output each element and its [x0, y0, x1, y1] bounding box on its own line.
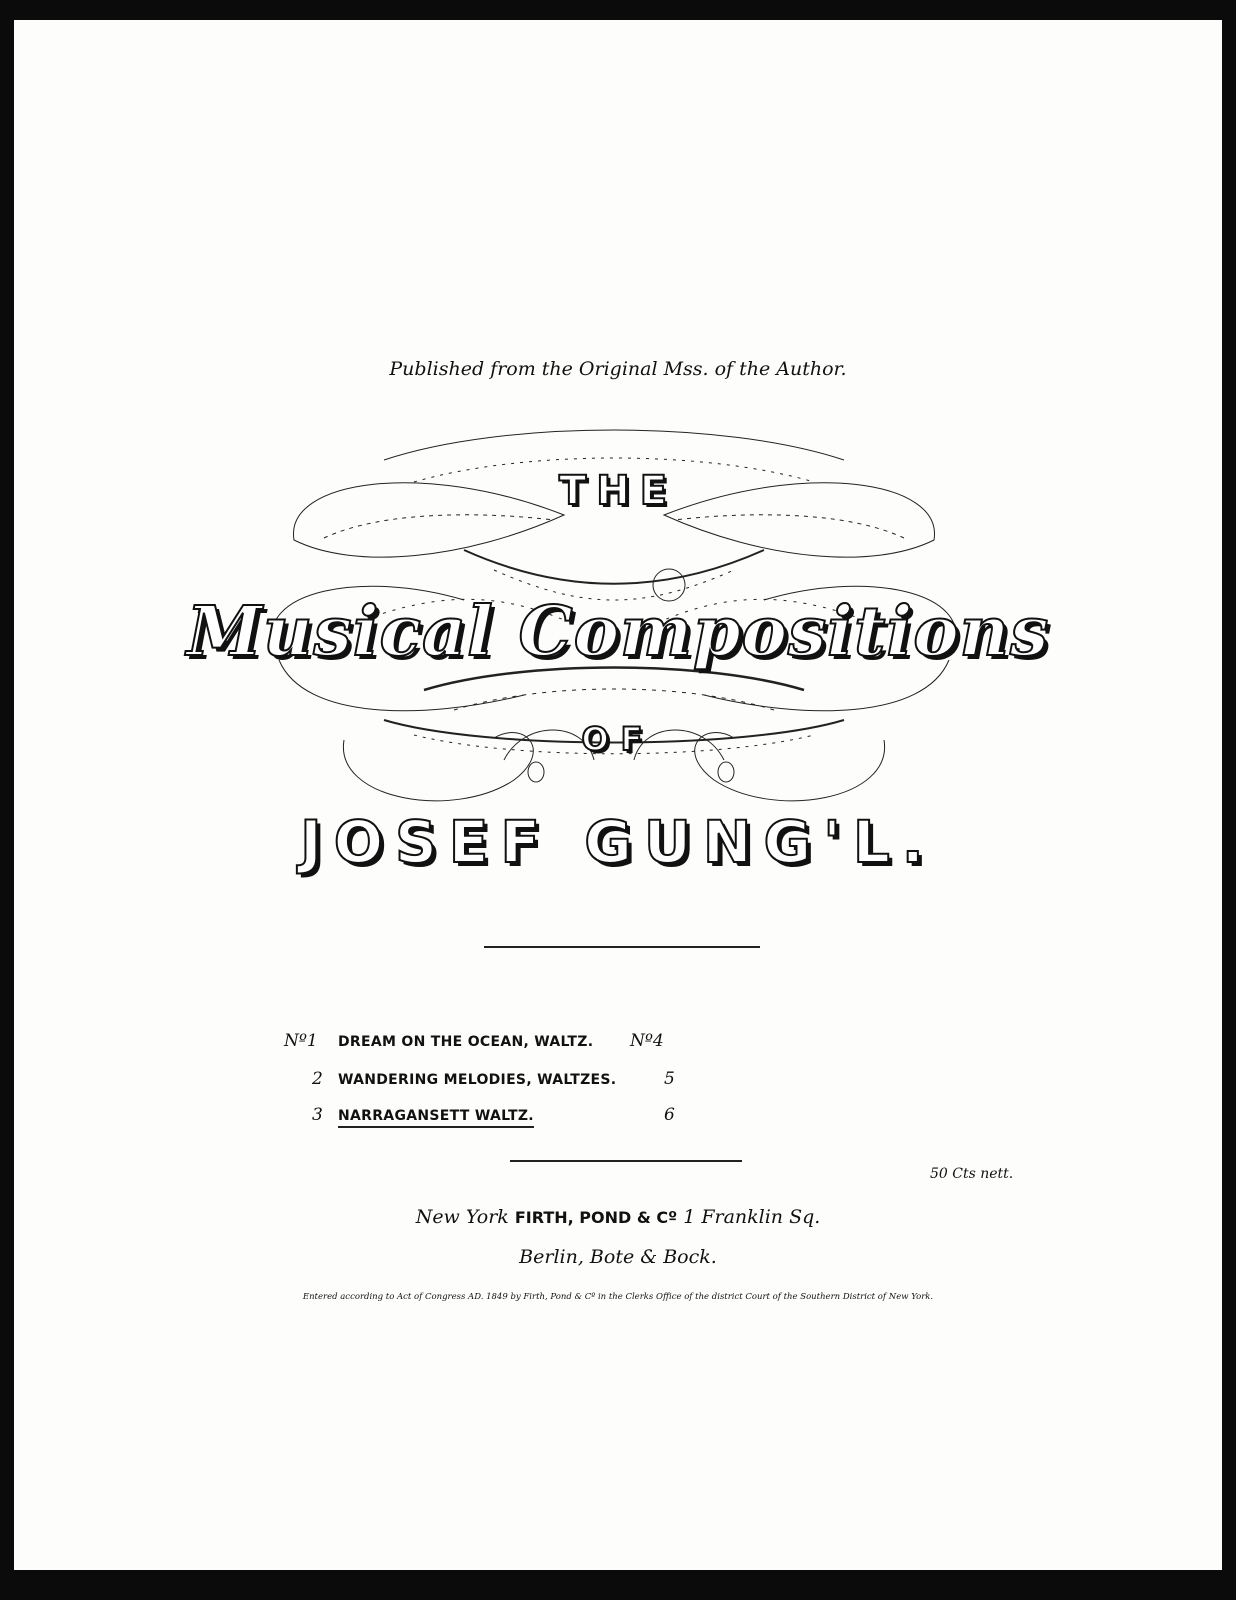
item-title: NARRAGANSETT WALTZ. — [338, 1108, 534, 1128]
item-number: Nº1 — [284, 1031, 318, 1051]
publisher-city: New York — [415, 1206, 509, 1228]
publisher-line — [14, 1206, 1222, 1228]
divider-rule — [510, 1160, 742, 1162]
publisher-firm: FIRTH, POND & Cº — [514, 1208, 678, 1227]
published-note: Published from the Original Mss. of the Author. — [389, 358, 847, 380]
berlin-publisher: Berlin, Bote & Bock. — [519, 1246, 717, 1268]
publisher-address: 1 Franklin Sq. — [683, 1206, 821, 1228]
list-item — [274, 1031, 734, 1060]
item-number: 3 — [312, 1105, 323, 1125]
item-title: WANDERING MELODIES, WALTZES. — [338, 1072, 617, 1088]
item-right-number: 6 — [664, 1105, 675, 1125]
item-right-number: 5 — [664, 1069, 675, 1089]
composer-name: JOSEF GUNG'L. — [300, 808, 936, 876]
list-item — [274, 1105, 734, 1134]
list-item — [274, 1069, 734, 1098]
divider-rule — [484, 946, 760, 948]
item-number: 2 — [312, 1069, 323, 1089]
title-of: OF — [581, 720, 655, 758]
item-title: DREAM ON THE OCEAN, WALTZ. — [338, 1034, 594, 1050]
sheet-music-cover — [14, 20, 1222, 1570]
title-the: THE — [558, 468, 678, 514]
item-right-number: Nº4 — [630, 1031, 664, 1051]
copyright-notice: Entered according to Act of Congress AD. 1849 by Firth, Pond & Cº in the Clerks Office of the district Court of the Southern District of New York. — [302, 1292, 934, 1302]
price: 50 Cts nett. — [930, 1166, 1014, 1182]
main-title: Musical Compositions — [186, 592, 1050, 672]
